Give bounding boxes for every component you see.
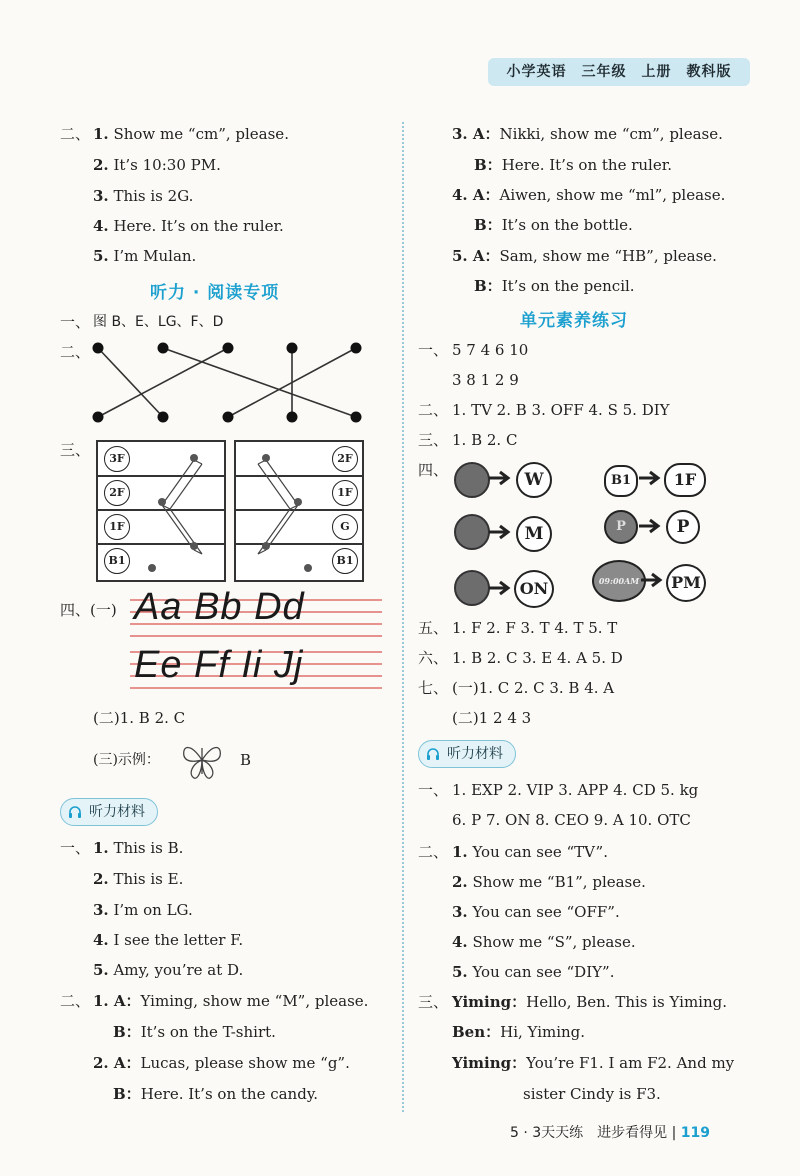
page-footer [510, 1122, 710, 1142]
answer-text: 1. F 2. F 3. T 4. T 5. T [452, 619, 618, 637]
section-label: 五、 [418, 619, 449, 637]
floor-label: B1 [332, 548, 358, 574]
list-item: 2. It’s 10:30 PM. [93, 156, 221, 174]
dialogue-line: B：Here. It’s on the ruler. [474, 156, 673, 174]
dialogue-line: Yiming：Hello, Ben. This is Yiming. [452, 993, 728, 1011]
section-label: 四、 [60, 601, 91, 619]
answer-text: (二)1. B 2. C [93, 709, 186, 727]
answer-text: 图 B、E、LG、F、D [93, 314, 224, 330]
dialogue-line: Ben：Hi, Yiming. [452, 1023, 586, 1041]
unit-practice-title: 单元素养练习 [520, 311, 628, 331]
power-switch-icon [454, 570, 490, 606]
listening-material-tag [60, 798, 158, 826]
section-label: 二、 [418, 843, 449, 861]
tag-label: 听力材料 [89, 804, 145, 820]
section-label: 二、 [418, 401, 449, 419]
restroom-sign-icon [454, 462, 490, 498]
parking-sign-icon: P [604, 510, 638, 544]
answer-text: 1. B 2. C 3. E 4. A 5. D [452, 649, 623, 667]
list-item: 5. You can see “DIY”. [452, 963, 615, 981]
matching-lines-diagram [88, 338, 378, 428]
list-item: 4. I see the letter F. [93, 931, 244, 949]
answer-circle: M [516, 516, 552, 552]
section-label: 三、 [418, 431, 449, 449]
book-header-tag: 小学英语 三年级 上册 教科版 [488, 58, 750, 86]
floor-label: 2F [104, 480, 130, 506]
list-item: 5. I’m Mulan. [93, 247, 197, 265]
section-label: 一、 [418, 781, 449, 799]
section-label: 七、 [418, 679, 449, 697]
dialogue-line: 2. A：Lucas, please show me “g”. [93, 1054, 350, 1072]
list-item: 5. Amy, you’re at D. [93, 961, 244, 979]
section-label: 四、 [418, 461, 449, 479]
arrow-right-icon [640, 572, 666, 588]
butterfly-icon [180, 738, 224, 782]
headphones-icon [426, 747, 440, 760]
section-label: 三、 [418, 993, 449, 1011]
section-label: 二、 [60, 125, 91, 143]
answer-text: 5 7 4 6 10 [452, 341, 529, 359]
section-label: 二、 [60, 343, 91, 361]
list-item: 3. I’m on LG. [93, 901, 193, 919]
list-item: 1. Show me “cm”, please. [93, 125, 289, 143]
list-item: 4. Here. It’s on the ruler. [93, 217, 284, 235]
sub-label: (三)示例： [93, 752, 160, 768]
list-item: 3. This is 2G. [93, 187, 194, 205]
dialogue-line: 3. A：Nikki, show me “cm”, please. [452, 125, 723, 143]
list-item: 1. You can see “TV”. [452, 843, 608, 861]
answer-circle: ON [514, 570, 554, 608]
handwritten-letters-row2: Ee Ff Ii Jj [134, 644, 304, 686]
restroom-sign-icon [454, 514, 490, 550]
dialogue-line: 4. A：Aiwen, show me “ml”, please. [452, 186, 726, 204]
dialogue-line: B：It’s on the pencil. [474, 277, 635, 295]
arrow-right-icon [488, 580, 514, 596]
page-number: 119 [680, 1125, 711, 1141]
answer-circle: P [666, 510, 700, 544]
section-label: 一、 [60, 839, 91, 857]
list-item: 2. This is E. [93, 870, 184, 888]
escalator-icon [242, 450, 328, 574]
answer-text: 1. B 2. C [452, 431, 518, 449]
arrow-right-icon [488, 470, 514, 486]
floor-label: G [332, 514, 358, 540]
floor-label: 3F [104, 446, 130, 472]
building-diagram-left [96, 440, 226, 582]
answer-text: 3 8 1 2 9 [452, 371, 519, 389]
listening-material-tag [418, 740, 516, 768]
column-divider [402, 122, 404, 1112]
floor-label: B1 [104, 548, 130, 574]
answer-text: B [240, 751, 252, 769]
answer-circle: B1 [604, 465, 638, 497]
section-label: 二、 [60, 992, 91, 1010]
dialogue-line: B：It’s on the bottle. [474, 216, 633, 234]
answer-circle: W [516, 462, 552, 498]
sub-label: (一) [90, 601, 117, 619]
list-item: 1. This is B. [93, 839, 184, 857]
floor-label: 1F [104, 514, 130, 540]
dialogue-line: 5. A：Sam, show me “HB”, please. [452, 247, 717, 265]
tag-label: 听力材料 [447, 746, 503, 762]
dialogue-line: B：It’s on the T-shirt. [113, 1023, 276, 1041]
dialogue-line: 1. A：Yiming, show me “M”, please. [93, 992, 369, 1010]
section-label: 三、 [60, 441, 91, 459]
footer-slogan: 5 · 3天天练 进步看得见 | [510, 1125, 677, 1141]
floor-label: 1F [332, 480, 358, 506]
answer-text: 1. EXP 2. VIP 3. APP 4. CD 5. kg [452, 781, 699, 799]
handwritten-letters-row1: Aa Bb Dd [134, 586, 305, 628]
arrow-right-icon [638, 470, 664, 486]
list-item: 4. Show me “S”, please. [452, 933, 636, 951]
list-item: 2. Show me “B1”, please. [452, 873, 646, 891]
answer-circle: PM [666, 564, 706, 602]
answer-circle: 1F [664, 463, 706, 497]
answer-text: (二)1 2 4 3 [452, 709, 532, 727]
answer-text: 6. P 7. ON 8. CEO 9. A 10. OTC [452, 811, 691, 829]
section-label: 六、 [418, 649, 449, 667]
escalator-icon [132, 450, 218, 574]
arrow-right-icon [638, 518, 664, 534]
answer-text: 1. TV 2. B 3. OFF 4. S 5. DIY [452, 401, 670, 419]
dialogue-line: sister Cindy is F3. [523, 1085, 661, 1103]
answer-text: (一)1. C 2. C 3. B 4. A [452, 679, 615, 697]
building-diagram-right [234, 440, 364, 582]
section-label: 一、 [418, 341, 449, 359]
dialogue-line: B：Here. It’s on the candy. [113, 1085, 319, 1103]
headphones-icon [68, 805, 82, 818]
clock-sign-icon: 09:00AM [592, 560, 646, 602]
dialogue-line: Yiming：You’re F1. I am F2. And my [452, 1054, 735, 1072]
section-label: 一、 [60, 313, 91, 331]
list-item: 3. You can see “OFF”. [452, 903, 620, 921]
listening-reading-title: 听力 · 阅读专项 [150, 283, 280, 303]
floor-label: 2F [332, 446, 358, 472]
arrow-right-icon [488, 524, 514, 540]
